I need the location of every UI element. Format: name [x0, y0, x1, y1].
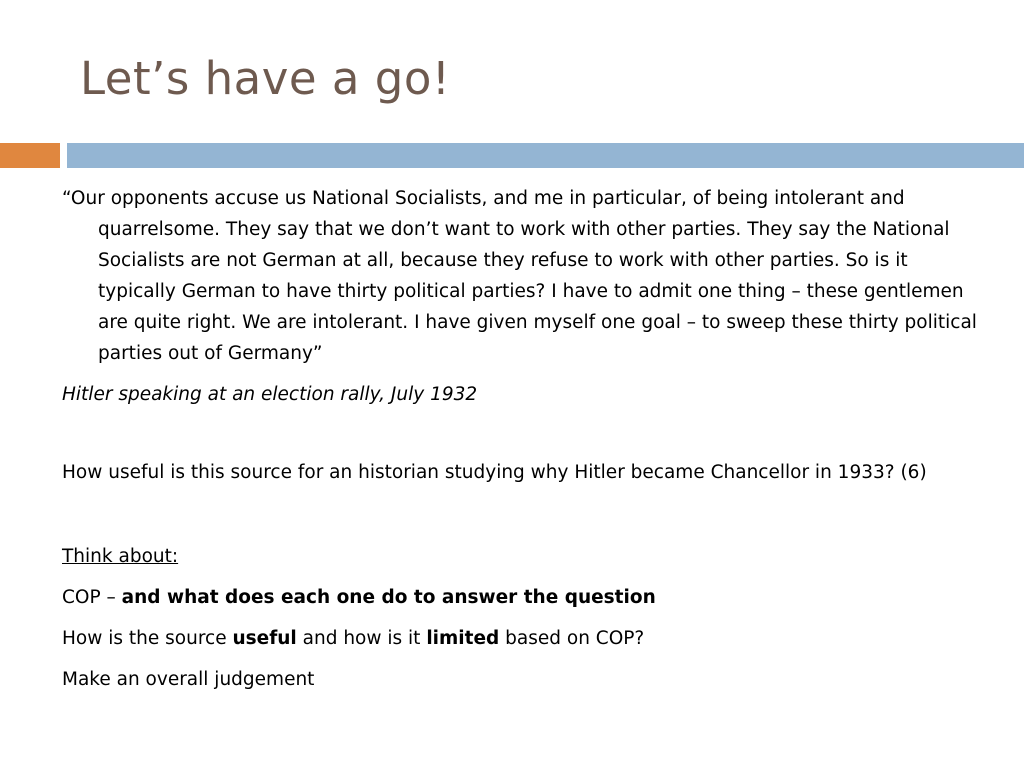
cop-line — [62, 582, 982, 613]
slide-title: Let’s have a go! — [80, 52, 451, 105]
useful-part3: based on COP? — [499, 628, 645, 649]
think-about-heading — [62, 541, 982, 572]
useful-part1: How is the source — [62, 628, 233, 649]
limited-bold: limited — [426, 628, 500, 649]
cop-prefix: COP – — [62, 587, 122, 608]
useful-bold: useful — [232, 628, 297, 649]
judgement-line: Make an overall judgement — [62, 669, 315, 690]
source-quote: “Our opponents accuse us National Socialists, and me in particular, of being intolerant and quarrelsome. They say that we don’t want to work with other parties. They say the National Socialists are not German at all, because they refuse to work with other parties. So is it typically German to have thirty political parties? I have to admit one thing – these gentlemen are quite right. We are intolerant. I have given myself one goal – to sweep these thirty political parties out of Germany” — [62, 188, 977, 364]
accent-bar — [0, 143, 60, 168]
title-underline-bar — [67, 143, 1024, 168]
exam-question: How useful is this source for an historian studying why Hitler became Chancellor in 1933? (6) — [62, 462, 927, 483]
useful-limited-line — [62, 623, 982, 654]
cop-bold: and what does each one do to answer the question — [121, 587, 656, 608]
source-attribution: Hitler speaking at an election rally, July 1932 — [62, 384, 478, 405]
think-about-label: Think about: — [62, 546, 179, 567]
useful-part2: and how is it — [296, 628, 427, 649]
slide-body — [62, 183, 982, 695]
